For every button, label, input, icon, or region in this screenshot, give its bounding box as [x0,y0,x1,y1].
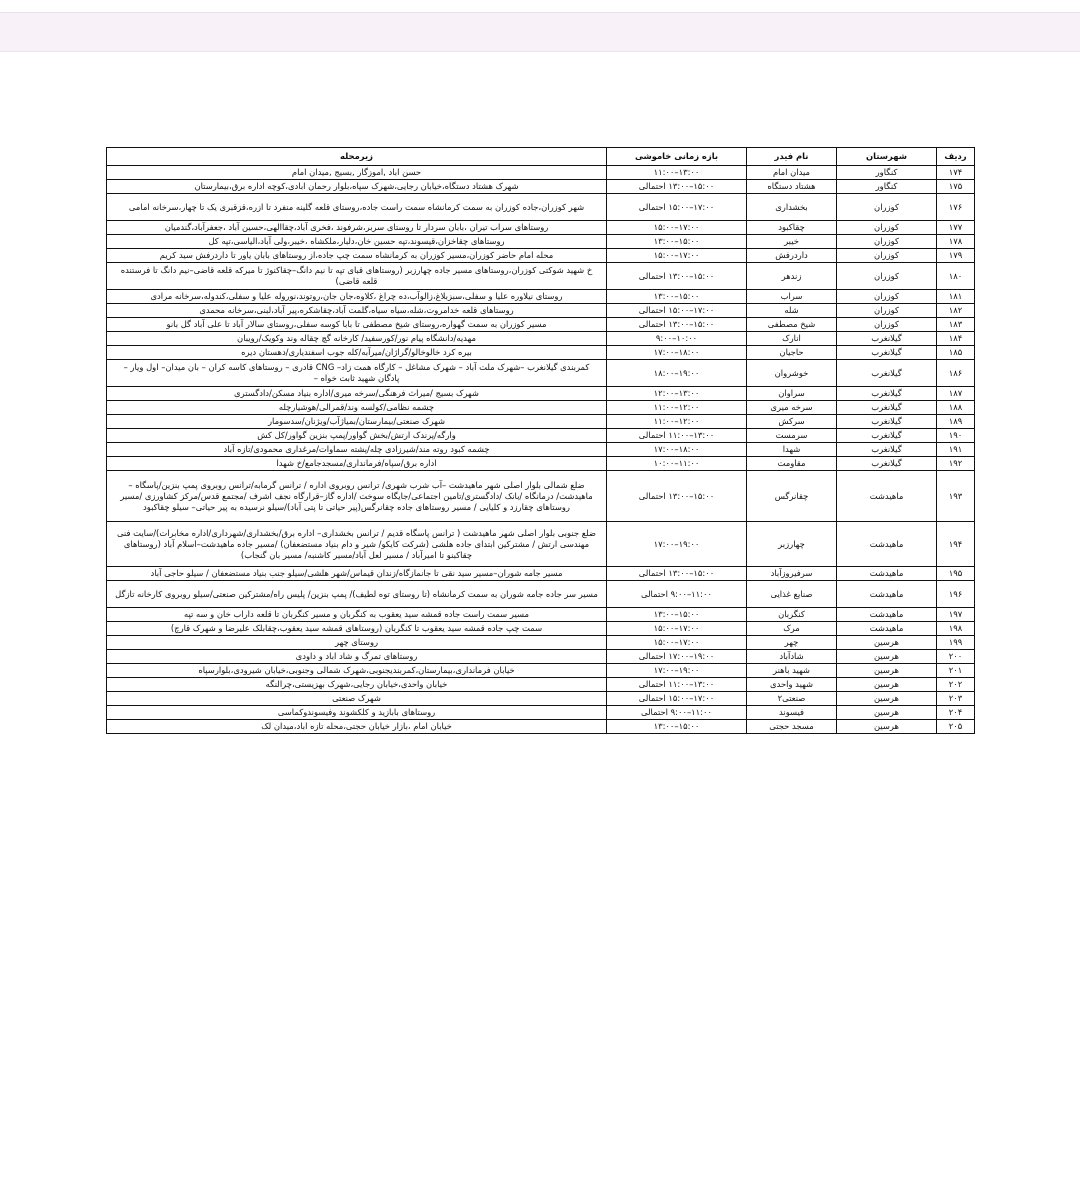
row-feeder: سرکش [747,415,837,429]
row-city: کنگاور [837,166,937,180]
row-city: ماهیدشت [837,622,937,636]
row-feeder: مسجد حجتی [747,720,837,734]
table-row [107,678,975,692]
row-index: ۱۹۶ [937,581,975,608]
row-time: ۱۵:۰۰–۱۳:۰۰ احتمالی [607,471,747,522]
row-city: گیلانغرب [837,457,937,471]
row-index: ۱۷۷ [937,221,975,235]
row-time: ۱۹:۰۰–۱۸:۰۰ [607,360,747,387]
row-time: ۱۵:۰۰–۱۳:۰۰ احتمالی [607,263,747,290]
row-area: مسیر سر جاده جامه شوران به سمت کرمانشاه (تا روستای توه لطیف)/ پمپ بنزین/ پلیس راه/مشترکین صنعتی/سیلو روبروی کارخانه تازگل [107,581,607,608]
table-header-row [107,148,975,166]
row-time: ۱۵:۰۰–۱۳:۰۰ احتمالی [607,180,747,194]
row-index: ۲۰۵ [937,720,975,734]
row-city: ماهیدشت [837,522,937,567]
row-index: ۲۰۳ [937,692,975,706]
header-area: زیرمحله [107,148,607,166]
row-time: ۱۹:۰۰–۱۷:۰۰ احتمالی [607,650,747,664]
table-row [107,471,975,522]
row-index: ۲۰۲ [937,678,975,692]
row-area: مسیر سمت راست جاده قمشه سید یعقوب به کنگربان و مسیر کنگربان تا قلعه داراب خان و سه تپه [107,608,607,622]
table-row [107,692,975,706]
table-row [107,235,975,249]
row-feeder: شهید باهنر [747,664,837,678]
row-area: روستاهای سراب تیران ،بابان سردار تا روستای سربر،شرفوند ،فخری آباد،چقاالهی،حسین آباد ،جعفرآباد،گندمیان [107,221,607,235]
row-area: شهرک بسیج /میراث فرهنگی/سرخه میری/اداره بنیاد مسکن/دادگستری [107,387,607,401]
row-area: اداره برق/سپاه/فرمانداری/مسجدجامع/خ شهدا [107,457,607,471]
row-time: ۱۵:۰۰–۱۳:۰۰ احتمالی [607,318,747,332]
row-area: شهرک هشتاد دستگاه،خیابان رجایی،شهرک سپاه،بلوار رحمان ابادی،کوچه اداره برق،بیمارستان [107,180,607,194]
row-index: ۱۹۴ [937,522,975,567]
row-area: سمت چپ جاده قمشه سید یعقوب تا کنگربان (روستاهای قمشه سید یعقوب،چقابلک علیرضا و شهرک قارچ) [107,622,607,636]
table-row [107,650,975,664]
header-feeder: نام فیدر [747,148,837,166]
row-city: گیلانغرب [837,360,937,387]
table-row [107,443,975,457]
row-city: گیلانغرب [837,429,937,443]
row-feeder: شیخ مصطفی [747,318,837,332]
row-area: خیابان واحدی،خیابان رجایی،شهرک بهزیستی،چرالنگه [107,678,607,692]
row-time: ۱۰:۰۰–۹:۰۰ [607,332,747,346]
table-row [107,180,975,194]
row-index: ۱۸۷ [937,387,975,401]
row-feeder: چقانرگس [747,471,837,522]
row-feeder: سرخه میری [747,401,837,415]
row-time: ۱۵:۰۰–۱۳:۰۰ [607,235,747,249]
row-index: ۱۸۹ [937,415,975,429]
row-index: ۲۰۰ [937,650,975,664]
row-index: ۲۰۱ [937,664,975,678]
table-row [107,608,975,622]
row-area: مهدیه/دانشگاه پیام نور/کورسفید/ کارخانه گچ چقاله وند وکویک/رویبان [107,332,607,346]
row-index: ۱۸۵ [937,346,975,360]
row-feeder: صنعتی۲ [747,692,837,706]
row-feeder: خیبر [747,235,837,249]
row-city: کوزران [837,235,937,249]
row-index: ۱۷۴ [937,166,975,180]
row-city: ماهیدشت [837,471,937,522]
row-area: چشمه نظامی/کولسه وند/قمرالی/هوشیارچله [107,401,607,415]
row-city: کوزران [837,263,937,290]
row-city: کنگاور [837,180,937,194]
row-feeder: چهارزبر [747,522,837,567]
row-index: ۱۷۸ [937,235,975,249]
row-city: گیلانغرب [837,443,937,457]
row-time: ۱۲:۰۰–۱۱:۰۰ [607,401,747,415]
header-city: شهرستان [837,148,937,166]
row-city: کوزران [837,249,937,263]
row-area: حسن اباد ,اموزگار ,بسیج ,میدان امام [107,166,607,180]
row-time: ۱۱:۰۰–۹:۰۰ احتمالی [607,581,747,608]
row-city: گیلانغرب [837,346,937,360]
table-row [107,401,975,415]
table-row [107,332,975,346]
row-city: هرسین [837,636,937,650]
row-index: ۱۷۶ [937,194,975,221]
row-index: ۱۷۹ [937,249,975,263]
row-feeder: شادآباد [747,650,837,664]
row-time: ۱۸:۰۰–۱۷:۰۰ [607,346,747,360]
row-area: چشمه کبود روته مند/شیرزادی چله/پشته سماوات/مرغداری محمودی/تازه آباد [107,443,607,457]
row-city: ماهیدشت [837,567,937,581]
row-city: گیلانغرب [837,387,937,401]
row-time: ۱۱:۰۰–۱۰:۰۰ [607,457,747,471]
table-row [107,221,975,235]
table-row [107,567,975,581]
top-band [0,13,1080,52]
row-time: ۱۳:۰۰–۱۱:۰۰ [607,166,747,180]
table-row [107,304,975,318]
row-time: ۱۷:۰۰–۱۵:۰۰ احتمالی [607,194,747,221]
header-index: ردیف [937,148,975,166]
row-time: ۱۵:۰۰–۱۳:۰۰ [607,290,747,304]
row-index: ۱۹۰ [937,429,975,443]
row-feeder: هشتاد دستگاه [747,180,837,194]
row-index: ۱۸۳ [937,318,975,332]
row-time: ۱۱:۰۰–۹:۰۰ احتمالی [607,706,747,720]
row-index: ۱۸۴ [937,332,975,346]
row-time: ۱۷:۰۰–۱۵:۰۰ [607,636,747,650]
table-row [107,346,975,360]
row-area: روستاهای تمرگ و شاد اباد و داودی [107,650,607,664]
row-area: کمربندی گیلانغرب –شهرک ملت آباد – شهرک مشاغل – کارگاه همت زاد– CNG قادری – روستاهای کاسه کران – بان میدان– اول ویار – پادگان شهید ثابت خواه – [107,360,607,387]
row-city: ماهیدشت [837,581,937,608]
row-time: ۱۷:۰۰–۱۵:۰۰ [607,622,747,636]
table-row [107,360,975,387]
table-row [107,387,975,401]
row-time: ۱۲:۰۰–۱۱:۰۰ [607,415,747,429]
row-time: ۱۵:۰۰–۱۳:۰۰ [607,608,747,622]
row-index: ۱۸۱ [937,290,975,304]
row-index: ۲۰۴ [937,706,975,720]
row-area: مسیر جامه شوران–مسیر سید نقی تا جانمازگاه/زندان قیماس/شهر هلشی/سیلو جنب بنیاد مستضعفان / سیلو حاجی آباد [107,567,607,581]
row-area: خ شهید شوکتی کوزران،روستاهای مسیر جاده چهارزبر (روستاهای قبای تپه تا نیم دانگ–چقاکنوژ تا میرکه قلعه قاضی–نیم دانگ تا فرستنده قلعه قاضی) [107,263,607,290]
outage-table [106,147,975,734]
row-index: ۱۹۵ [937,567,975,581]
row-index: ۱۹۲ [937,457,975,471]
row-feeder: فیسوند [747,706,837,720]
row-time: ۱۳:۰۰–۱۲:۰۰ [607,387,747,401]
row-area: شهر کوزران،جاده کوزران به سمت کرمانشاه سمت راست جاده،روستای قلعه گلینه منفرد تا ازره،قزقبری یک تا چهار،سرخانه امامی [107,194,607,221]
row-time: ۱۸:۰۰–۱۷:۰۰ [607,443,747,457]
row-index: ۱۹۷ [937,608,975,622]
row-feeder: سراب [747,290,837,304]
row-time: ۱۷:۰۰–۱۵:۰۰ [607,221,747,235]
row-time: ۱۹:۰۰–۱۷:۰۰ [607,522,747,567]
row-time: ۱۳:۰۰–۱۱:۰۰ احتمالی [607,429,747,443]
row-feeder: خوشروان [747,360,837,387]
row-area: ضلع جنوبی بلوار اصلی شهر ماهیدشت ( ترانس پاسگاه قدیم / ترانس بخشداری– اداره برق/بخشداری/شهرداری/اداره مخابرات)/سایت فنی مهندسی ارتش / مشترکین ابتدای جاده هلشی (شرکت کایکو/ شیر و دام بنیاد مستضعفان) /مسیر جاده ماهیدشت–اسلام آباد (روستاهای چقاکبنو تا امیرآباد / مسیر لعل آباد/مسیر کاشنبه/ مسیر بان گنجاب) [107,522,607,567]
table-row [107,263,975,290]
top-strip [0,0,1080,13]
row-city: هرسین [837,692,937,706]
table-row [107,290,975,304]
row-feeder: مقاومت [747,457,837,471]
row-feeder: کنگربان [747,608,837,622]
row-city: گیلانغرب [837,332,937,346]
row-feeder: میدان امام [747,166,837,180]
row-feeder: سرفیروزآباد [747,567,837,581]
row-feeder: مرک [747,622,837,636]
row-time: ۱۹:۰۰–۱۷:۰۰ [607,664,747,678]
header-time: بازه زمانی خاموشی [607,148,747,166]
row-time: ۱۵:۰۰–۱۳:۰۰ احتمالی [607,567,747,581]
table-row [107,622,975,636]
row-index: ۱۸۸ [937,401,975,415]
row-feeder: چهر [747,636,837,650]
row-index: ۱۷۵ [937,180,975,194]
row-area: شهرک صنعتی/بیمارستان/بمیاژآب/ویژنان/سدسومار [107,415,607,429]
row-area: بیره کرد خالوخالو/گراژان/میرآبه/کله جوب اسفندیاری/دهستان دیره [107,346,607,360]
row-area: خیابان فرمانداری،بیمارستان،کمربندیجنوبی،شهرک شمالی وجنوبی،خیابان شیرودی،بلوارسپاه [107,664,607,678]
row-feeder: انارک [747,332,837,346]
row-city: گیلانغرب [837,415,937,429]
row-feeder: داردرفش [747,249,837,263]
outage-table-container [106,147,974,734]
row-index: ۱۸۰ [937,263,975,290]
table-body [107,166,975,734]
row-city: کوزران [837,221,937,235]
table-row [107,194,975,221]
table-row [107,706,975,720]
table-row [107,636,975,650]
row-city: کوزران [837,194,937,221]
row-area: خیابان امام ،بازار خیابان حجتی،محله تازه اباد،میدان لک [107,720,607,734]
row-index: ۱۹۳ [937,471,975,522]
row-index: ۱۸۶ [937,360,975,387]
row-city: هرسین [837,720,937,734]
row-time: ۱۷:۰۰–۱۵:۰۰ احتمالی [607,304,747,318]
row-area: روستاهای چقاخزان،قیسوند،تپه حسین خان،دلبار،ملکشاه ،خیبر،ولی آباد،الیاسی،تپه کل [107,235,607,249]
table-row [107,664,975,678]
row-area: ضلع شمالی بلوار اصلی شهر ماهیدشت –آب شرب شهری/ ترانس روبروی اداره / ترانس گرمابه/ترانس روبروی پمپ بنزین/پاسگاه – ماهیدشت/ درمانگاه /بانک /دادگستری/تامین اجتماعی/جایگاه سوخت /اداره گاز–قرارگاه نجف اشرف /مجتمع قدس/مرکز کشاورزی /مسیر روستاهای چقارزد و کلیایی / مسیر روستاهای جاده چقانرگس(پیر حیاتی تا پتی آباد)/سیلو نرسیده به پیر حیاتی– سیلو چقاکبود [107,471,607,522]
row-index: ۱۹۱ [937,443,975,457]
row-time: ۱۵:۰۰–۱۳:۰۰ [607,720,747,734]
row-index: ۱۹۸ [937,622,975,636]
row-area: روستاهای بابازید و کلکشوند وفیسوندوکماسی [107,706,607,720]
table-row [107,457,975,471]
row-city: ماهیدشت [837,608,937,622]
row-feeder: صنایع غذایی [747,581,837,608]
row-area: وارگه/پرندک ارتش/بخش گواور/پمپ بنزین گواور/کل کش [107,429,607,443]
table-row [107,720,975,734]
table-row [107,166,975,180]
row-area: شهرک صنعتی [107,692,607,706]
row-feeder: شهید واحدی [747,678,837,692]
row-city: هرسین [837,706,937,720]
row-feeder: سراوان [747,387,837,401]
table-row [107,429,975,443]
row-feeder: چقاکبود [747,221,837,235]
row-city: کوزران [837,304,937,318]
row-index: ۱۹۹ [937,636,975,650]
row-area: روستاهای قلعه خدامروت،شله،سیاه سیاه،گلمت آباد،چقاشکره،پیر آباد،لبنی،سرخانه محمدی [107,304,607,318]
row-city: گیلانغرب [837,401,937,415]
row-city: کوزران [837,318,937,332]
row-area: روستای چهر [107,636,607,650]
row-index: ۱۸۲ [937,304,975,318]
row-feeder: سرمست [747,429,837,443]
row-city: هرسین [837,650,937,664]
table-row [107,249,975,263]
row-time: ۱۷:۰۰–۱۵:۰۰ [607,249,747,263]
table-row [107,318,975,332]
row-area: روستای نیلاوره علیا و سفلی،سبزبلاغ،زالوآب،ده چراغ ،کلاوه،جان جان،روتوند،نوروله علیا و سفلی،کندوله،سرخانه مرادی [107,290,607,304]
row-area: محله امام حاضر کوزران،مسیر کوزران به کرمانشاه سمت چپ جاده،از روستاهای بابان یاور تا داردرفش سید کریم [107,249,607,263]
row-time: ۱۳:۰۰–۱۱:۰۰ احتمالی [607,678,747,692]
row-feeder: شله [747,304,837,318]
table-row [107,581,975,608]
row-city: کوزران [837,290,937,304]
row-feeder: شهدا [747,443,837,457]
row-feeder: بخشداری [747,194,837,221]
table-row [107,522,975,567]
row-time: ۱۷:۰۰–۱۵:۰۰ احتمالی [607,692,747,706]
row-feeder: زندهر [747,263,837,290]
row-area: مسیر کوزران به سمت گهواره،روستای شیخ مصطفی تا بابا کوسه سفلی،روستای سالار آباد تا علی آباد گل بانو [107,318,607,332]
row-feeder: حاجیان [747,346,837,360]
row-city: هرسین [837,678,937,692]
table-row [107,415,975,429]
row-city: هرسین [837,664,937,678]
